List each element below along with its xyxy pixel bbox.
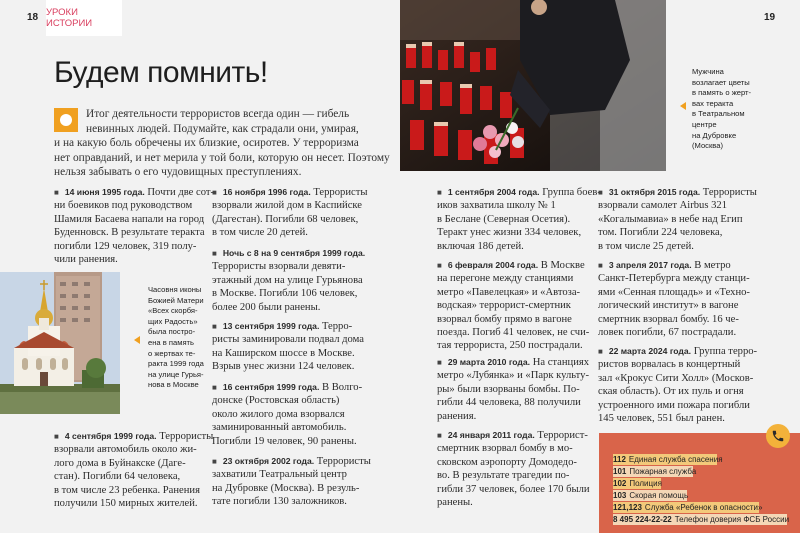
entry-text: ры» были взорваны бомбы. По- [437,383,580,395]
entry-text: устроенного ими пожара погибли [598,399,750,411]
entry-text: гибли 44 человека, 88 получили [437,397,581,409]
caption-arrow-icon [680,102,686,110]
entry-text: сковском аэропорту Домодедо- [437,456,577,468]
entry-text: лого дома в Буйнакске (Даге- [54,457,186,469]
timeline-entry [437,259,589,353]
chapel-caption [148,285,204,391]
caption-line: Часовня иконы [148,285,202,294]
memorial-photo [400,0,666,171]
timeline-entry [54,430,213,510]
entry-text: взорвали автомобиль около жи- [54,444,197,456]
entry-date: ■ 23 октября 2002 года. [212,456,314,466]
entry-text: логический институт» в вагоне [598,300,739,312]
emergency-label: Скорая помощь [629,491,689,500]
emergency-label: Единая служба спасения [628,455,723,464]
caption-line: на Дубровке [692,130,737,140]
entry-text: более 200 были ранены. [212,301,321,313]
caption-line: нова в Москве [148,380,199,390]
chapel-photo [0,272,120,414]
entry-text: Погибли 19 человек, 90 ранены. [212,435,357,447]
entry-text: в Беслане (Северная Осетия). [437,213,571,225]
entry-text: ристов ворвалась в концертный [598,359,741,371]
entry-text: Террористы взорвали девяти- [212,261,346,273]
entry-text: донске (Ростовская область) [212,395,340,407]
entry-date: ■ 6 февраля 2004 года. [437,260,538,270]
entry-text: гибли 37 человек, более 170 были [437,483,590,495]
left-page-number: 18 [27,12,39,23]
entry-text: взорвал бомбу прямо в вагоне [437,313,572,325]
entry-text: В Волго- [319,382,363,393]
caption-line: вах теракта [692,98,734,108]
emergency-row [613,490,687,501]
entry-date: ■ Ночь с 8 на 9 сентября 1999 года. [212,248,365,258]
entry-text: тате погибли 130 заложников. [212,496,347,508]
timeline-entry [212,247,365,314]
entry-text: ловек погибли, 67 пострадали. [598,327,737,339]
entry-text: Группа терро- [691,346,758,357]
timeline-entry [212,455,371,509]
emergency-number: 112 [613,455,626,464]
lead-line: Итог деятельности террористов всегда один — гибель [86,108,350,120]
entry-text: поезда. Погиб 41 человек, не счи- [437,327,590,339]
emergency-label: Телефон доверия ФСБ России [674,515,790,524]
entry-date: ■ 31 октября 2015 года. [598,187,700,197]
entry-text: ями «Сенная площадь» и «Техно- [598,286,750,298]
entry-text: Террорист- [534,430,588,441]
entry-date: ■ 16 ноября 1996 года. [212,187,311,197]
caption-line: (Москва) [692,141,723,151]
caption-line: в память о жерт- [692,88,752,98]
emergency-number: 103 [613,491,627,500]
entry-text: в том числе 20 детей. [212,227,308,239]
lead-line: нельзя забывать о его чудовищных преступлениях. [54,166,302,179]
entry-text: на Каширском шоссе в Москве. [212,347,355,359]
entry-text: ранены. [437,497,473,509]
entry-text: в том числе 25 детей. [598,240,694,252]
entry-text: 145 человек, 551 был ранен. [598,413,725,425]
entry-date: ■ 4 сентября 1999 года. [54,431,157,441]
timeline-entry [54,186,214,266]
timeline-entry [598,186,757,253]
entry-text: Терро- [319,321,353,332]
emergency-number: 121,123 [613,503,642,512]
entry-date: ■ 22 марта 2024 года. [598,346,691,356]
emergency-row [613,454,723,465]
lead-line: нет оправданий, и нет мерила у той боли, которую он несет. Поэтому [54,151,390,164]
entry-text: Группа боев- [539,187,601,198]
entry-text: том. Погибли 224 человека, [598,227,723,239]
lead-line: невинных людей. Подумайте, как страдали они, умирая, [86,122,359,135]
entry-text: Теракт унес жизни 334 человек, [437,227,582,239]
emergency-number: 102 [613,479,627,488]
entry-text: во. В результате трагедии по- [437,470,570,482]
entry-text: ни боевиков под руководством [54,200,193,212]
entry-text: ская область). От их пуль и огня [598,386,744,398]
entry-text: На станциях [530,357,590,368]
timeline-entry [598,259,750,339]
caption-line: Божией Матери [148,295,204,305]
entry-text: «Когалымавиа» в небе над Егип [598,213,743,225]
caption-arrow-icon [134,336,140,344]
entry-text: смертник взорвал бомбу. 16 че- [598,313,739,325]
entry-text: Почти две сот- [144,187,215,198]
entry-text: водская» террорист-смертник [437,300,571,312]
entry-text: ранения. [437,410,477,422]
caption-line: центре [692,119,717,129]
caption-line: о жертвах те- [148,348,196,358]
entry-text: В Москве [538,260,585,271]
entry-text: метро «Павелецкая» и «Автоза- [437,286,581,298]
entry-text: чили ранения. [54,254,118,266]
entry-date: ■ 13 сентября 1999 года. [212,321,319,331]
entry-text: (Дагестан). Погибли 68 человек, [212,213,359,225]
phone-icon [766,424,790,448]
entry-text: в том числе 23 ребенка. Ранения [54,484,200,496]
emergency-row [613,466,697,477]
caption-line: возлагает цветы [692,77,750,87]
photo-caption [692,67,751,152]
caption-line: «Всех скорбя- [148,306,198,316]
lead-line: и на какую боль обречены их близкие, осиротев. У терроризма [54,137,359,150]
entry-text: зал «Крокус Сити Холл» (Москов- [598,372,754,384]
emergency-row [613,514,790,525]
entry-text: ристы заминировали подвал дома [212,334,364,346]
caption-line: была постро- [148,327,196,337]
entry-text: получили 150 мирных жителей. [54,498,198,510]
timeline-entry [598,345,757,425]
emergency-label: Пожарная служба [629,467,697,476]
entry-text: Террористы [310,187,368,198]
entry-text: Буденновск. В результате теракта [54,227,205,239]
entry-text: на Дубровке (Москва). В резуль- [212,482,360,494]
caption-line: ракта 1999 года [148,359,204,369]
entry-text: погибли 129 человек, 319 полу- [54,240,197,252]
entry-text: Террористы [700,187,757,198]
entry-text: около жилого дома взорвался [212,408,345,420]
timeline-entry [212,320,364,374]
right-page-number: 19 [764,12,776,23]
circle-icon [54,108,78,132]
emergency-number: 101 [613,467,627,476]
entry-date: ■ 14 июня 1995 года. [54,187,145,197]
emergency-row [613,478,661,489]
caption-line: щих Радость» [148,316,198,326]
page-title: Будем помнить! [54,56,268,89]
entry-text: взорвали жилой дом в Каспийске [212,200,362,212]
entry-date: ■ 3 апреля 2017 года. [598,260,692,270]
entry-date: ■ 16 сентября 1999 года. [212,382,319,392]
timeline-entry [212,186,367,240]
entry-date: ■ 29 марта 2010 года. [437,357,530,367]
entry-text: стан). Погибли 64 человека, [54,471,181,483]
entry-text: заминированный автомобиль. [212,422,347,434]
caption-line: ена в память [148,337,194,347]
caption-line: Мужчина [692,67,724,76]
entry-text: смертник взорвал бомбу в мо- [437,443,573,455]
entry-text: метро «Лубянка» и «Парк культу- [437,370,589,382]
entry-text: этажный дом на улице Гурьянова [212,274,363,286]
entry-text: иков захватила школу № 1 [437,200,556,212]
emergency-number: 8 495 224-22-22 [613,515,672,524]
entry-text: захватили Театральный центр [212,469,347,481]
section-title: УРОКИ ИСТОРИИ [46,0,122,36]
emergency-row [613,502,763,513]
timeline-entry [212,381,362,448]
caption-line: на улице Гурья- [148,369,204,379]
emergency-label: Служба «Ребенок в опасности» [644,503,763,512]
timeline-entry [437,186,601,253]
entry-text: на перегоне между станциями [437,273,574,285]
entry-text: тая террориста, 250 пострадали. [437,340,583,352]
entry-date: ■ 1 сентября 2004 года. [437,187,540,197]
entry-text: включая 186 детей. [437,240,524,252]
entry-text: в Москве. Погибли 106 человек, [212,288,358,300]
entry-text: Террористы [156,431,214,442]
emergency-label: Полиция [629,479,662,488]
timeline-entry [437,429,590,509]
caption-line: в Театральном [692,109,745,119]
timeline-entry [437,356,589,423]
entry-text: взорвали самолет Airbus 321 [598,200,728,212]
entry-text: Шамиля Басаева напали на город [54,213,205,225]
entry-text: Террористы [314,456,371,467]
entry-text: Санкт-Петербурга между станци- [598,273,750,285]
entry-text: В метро [691,260,731,271]
entry-date: ■ 24 января 2011 года. [437,430,535,440]
entry-text: Взрыв унес жизни 124 человек. [212,361,355,373]
